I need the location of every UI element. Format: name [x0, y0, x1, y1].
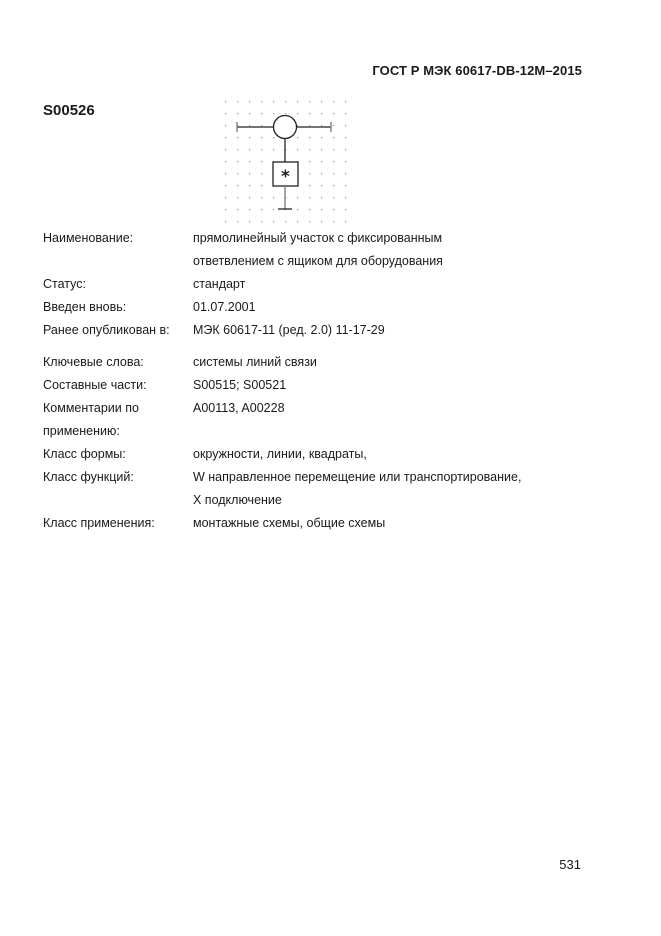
property-value: A00113, A00228	[193, 401, 285, 415]
group-spacer	[43, 342, 603, 351]
property-label: Класс функций:	[43, 470, 134, 484]
symbol-figure	[220, 95, 350, 225]
property-row	[43, 512, 603, 535]
property-value: 01.07.2001	[193, 300, 256, 314]
property-row	[43, 319, 603, 342]
property-value: ответвлением с ящиком для оборудования	[193, 254, 443, 268]
standard-header: ГОСТ Р МЭК 60617-DB-12M–2015	[372, 63, 582, 78]
box-asterisk: *	[281, 167, 290, 187]
property-value: стандарт	[193, 277, 246, 291]
property-label: Статус:	[43, 277, 86, 291]
property-label	[43, 250, 193, 273]
property-label: Составные части:	[43, 378, 147, 392]
property-row	[43, 273, 603, 296]
property-value: W направленное перемещение или транспортирование,	[193, 470, 522, 484]
property-label	[43, 489, 193, 512]
property-value	[193, 420, 603, 443]
property-label: Класс формы:	[43, 447, 126, 461]
property-label: Класс применения:	[43, 516, 155, 530]
property-label: Комментарии по	[43, 401, 139, 415]
property-row	[43, 443, 603, 466]
property-row	[43, 466, 603, 489]
property-row	[43, 420, 603, 443]
properties-table	[43, 227, 603, 535]
property-row	[43, 351, 603, 374]
property-row	[43, 397, 603, 420]
properties-group-1	[43, 227, 603, 342]
property-value: системы линий связи	[193, 355, 317, 369]
property-row	[43, 489, 603, 512]
property-value: МЭК 60617-11 (ред. 2.0) 11-17-29	[193, 323, 385, 337]
property-label: Наименование:	[43, 231, 134, 245]
junction-circle	[274, 116, 297, 139]
property-label: Ранее опубликован в:	[43, 323, 170, 337]
property-label: применению:	[43, 424, 120, 438]
symbol-id: S00526	[43, 102, 95, 119]
property-label: Ключевые слова:	[43, 355, 144, 369]
property-value: S00515; S00521	[193, 378, 287, 392]
property-value: прямолинейный участок с фиксированным	[193, 231, 443, 245]
property-label: Введен вновь:	[43, 300, 127, 314]
property-value: X подключение	[193, 493, 282, 507]
property-row	[43, 374, 603, 397]
property-row	[43, 227, 603, 250]
property-value: монтажные схемы, общие схемы	[193, 516, 386, 530]
property-value: окружности, линии, квадраты,	[193, 447, 367, 461]
properties-group-2	[43, 351, 603, 535]
property-row	[43, 250, 603, 273]
page-number: 531	[559, 857, 581, 872]
property-row	[43, 296, 603, 319]
